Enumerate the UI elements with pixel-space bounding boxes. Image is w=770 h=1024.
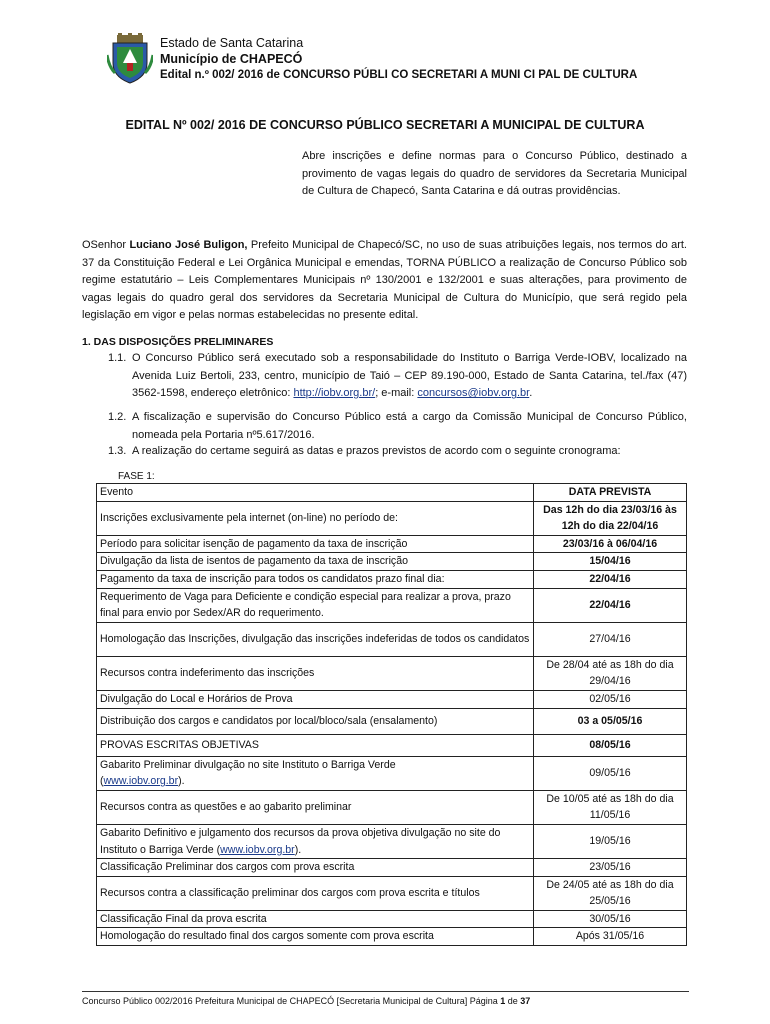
event-cell: [97, 588, 534, 622]
event-cell: [97, 501, 534, 535]
event-text: Distribuição dos cargos e candidatos por local/bloco/sala (ensalamento): [100, 714, 438, 727]
schedule-table: [96, 483, 687, 946]
table-row: [97, 708, 687, 734]
event-cell: [97, 824, 534, 858]
item-text: A realização do certame seguirá as datas e prazos previstos de acordo com o seguinte cronograma:: [132, 445, 621, 457]
date-cell: 22/04/16: [534, 570, 687, 588]
table-row: [97, 910, 687, 928]
table-row: [97, 824, 687, 858]
item-number: 1.1.: [108, 352, 127, 364]
event-cell: [97, 734, 534, 756]
event-text: Gabarito Preliminar divulgação no site Instituto o Barriga Verde: [100, 758, 396, 771]
event-pre-link: (: [100, 775, 104, 788]
table-row: [97, 656, 687, 690]
event-cell: [97, 876, 534, 910]
iobv-site-link[interactable]: www.iobv.org.br: [103, 775, 179, 788]
date-cell: 19/05/16: [534, 824, 687, 858]
table-row: [97, 790, 687, 824]
event-text: Recursos contra as questões e ao gabarito preliminar: [100, 801, 352, 814]
date-cell: 09/05/16: [534, 756, 687, 790]
date-cell: 23/03/16 à 06/04/16: [534, 535, 687, 553]
table-row: [97, 553, 687, 571]
event-cell: [97, 570, 534, 588]
event-cell: [97, 553, 534, 571]
date-cell: 22/04/16: [534, 588, 687, 622]
event-cell: [97, 859, 534, 877]
event-text: Inscrições exclusivamente pela internet (on-line) no período de:: [100, 511, 398, 524]
event-cell: [97, 790, 534, 824]
mayor-name: Luciano José Buligon,: [129, 239, 248, 251]
event-text: Recursos contra indeferimento das inscrições: [100, 667, 315, 680]
footer-divider: [82, 991, 689, 992]
event-text: Divulgação da lista de isentos de pagamento da taxa de inscrição: [100, 555, 408, 568]
date-cell: De 10/05 até as 18h do dia 11/05/16: [534, 790, 687, 824]
section-heading: 1. DAS DISPOSIÇÕES PRELIMINARES: [82, 336, 274, 348]
date-cell: 27/04/16: [534, 622, 687, 656]
footer-page-number: 1: [500, 996, 506, 1006]
footer-of: de: [505, 996, 521, 1006]
event-text: Período para solicitar isenção de pagamento da taxa de inscrição: [100, 537, 408, 550]
table-header-row: [97, 484, 687, 502]
table-row: [97, 588, 687, 622]
table-row: [97, 535, 687, 553]
fase-label: FASE 1:: [118, 471, 155, 482]
event-text: Homologação das Inscrições, divulgação das inscrições indeferidas de todos os candidatos: [100, 632, 530, 645]
intro-rest: Prefeito Municipal de Chapecó/SC, no uso de suas atribuições legais, nos termos do art. 37 da Constituição Federal e Lei Orgânica Municipal e emendas, TORNA PÚBLICO a realização de Concurso Público sob regime estatutário – Leis Complementares Municipais nº 130/2001 e 132/2001 e suas alterações, para provimento de vagas legais do quadro geral dos servidores da Secretaria Municipal de Cultura do Município, que será regido pela legislação em vigor e pelas normas estabelecidas no presente edital.: [82, 239, 687, 322]
event-cell: [97, 928, 534, 946]
event-text: Pagamento da taxa de inscrição para todos os candidatos prazo final dia:: [100, 572, 445, 585]
page-footer: [82, 996, 530, 1006]
item-1-3: [110, 443, 687, 461]
event-text: Classificação Final da prova escrita: [100, 912, 267, 925]
item-text: A fiscalização e supervisão do Concurso Público está a cargo da Comissão Municipal de Concurso Público, nomeada pela Portaria nº5.617/2016.: [132, 411, 687, 441]
state-name: Estado de Santa Catarina: [160, 36, 304, 50]
table-row: [97, 501, 687, 535]
event-cell: [97, 756, 534, 790]
event-cell: [97, 535, 534, 553]
event-text: Homologação do resultado final dos cargos somente com prova escrita: [100, 930, 434, 943]
table-row: [97, 622, 687, 656]
municipal-crest-icon: [107, 33, 153, 85]
header-date: DATA PREVISTA: [534, 484, 687, 502]
event-tail: ).: [178, 775, 185, 788]
date-cell: 23/05/16: [534, 859, 687, 877]
table-row: [97, 734, 687, 756]
event-text: PROVAS ESCRITAS OBJETIVAS: [100, 738, 259, 751]
item-text: [132, 350, 687, 403]
edital-header-line: Edital n.º 002/ 2016 de CONCURSO PÚBLI CO SECRETARI A MUNI CI PAL DE CULTURA: [160, 69, 638, 81]
date-cell: 15/04/16: [534, 553, 687, 571]
iobv-site-link[interactable]: http://iobv.org.br/: [293, 387, 376, 400]
date-cell: 03 a 05/05/16: [534, 708, 687, 734]
event-text: Divulgação do Local e Horários de Prova: [100, 692, 293, 705]
date-cell: De 28/04 até as 18h do dia 29/04/16: [534, 656, 687, 690]
date-cell: De 24/05 até as 18h do dia 25/05/16: [534, 876, 687, 910]
event-text: Requerimento de Vaga para Deficiente e condição especial para realizar a prova, prazo final para envio por Sedex/AR do requerimento.: [100, 590, 511, 620]
table-row: [97, 690, 687, 708]
date-cell: 30/05/16: [534, 910, 687, 928]
item-text-mid: ; e-mail:: [375, 387, 418, 400]
item-1-2: [110, 409, 687, 444]
footer-text: Concurso Público 002/2016 Prefeitura Municipal de CHAPECÓ [Secretaria Municipal de Cultura] Página: [82, 996, 501, 1006]
table-row: [97, 876, 687, 910]
event-text: Classificação Preliminar dos cargos com prova escrita: [100, 861, 355, 874]
event-cell: [97, 708, 534, 734]
event-text: Gabarito Definitivo e julgamento dos recursos da prova objetiva divulgação no site do Instituto o Barriga Verde (: [100, 826, 501, 856]
footer-page-total: 37: [520, 996, 531, 1006]
date-cell: Das 12h do dia 23/03/16 às 12h do dia 22/04/16: [534, 501, 687, 535]
table-row: [97, 756, 687, 790]
iobv-site-link[interactable]: www.iobv.org.br: [220, 843, 295, 856]
table-row: [97, 859, 687, 877]
event-cell: [97, 656, 534, 690]
item-text-end: .: [529, 387, 533, 400]
event-cell: [97, 622, 534, 656]
document-header: [160, 35, 637, 83]
table-row: [97, 928, 687, 946]
item-number: 1.3.: [108, 445, 127, 457]
event-tail: ).: [294, 843, 302, 856]
item-text-body: O Concurso Público será executado sob a responsabilidade do Instituto o Barriga Verde-IOBV, localizado na Avenida Luiz Bertoli, 233, centro, município de Taió – CEP 89.190-000, Estado de Santa Catarina, tel./fax (47) 3562-1598, endereço eletrônico:: [132, 352, 687, 400]
document-title: EDITAL Nº 002/ 2016 DE CONCURSO PÚBLICO SECRETARI A MUNICIPAL DE CULTURA: [125, 118, 645, 132]
abstract-paragraph: Abre inscrições e define normas para o Concurso Público, destinado a provimento de vagas legais do quadro de servidores da Secretaria Municipal de Cultura de Chapecó, Santa Catarina e dá outras providências.: [302, 150, 687, 198]
item-1-1: [110, 350, 687, 403]
municipality-name: Município de CHAPECÓ: [160, 52, 303, 66]
header-event: Evento: [97, 484, 534, 502]
event-text: Recursos contra a classificação preliminar dos cargos com prova escrita e títulos: [100, 886, 480, 899]
date-cell: Após 31/05/16: [534, 928, 687, 946]
intro-pre: OSenhor: [82, 239, 130, 251]
email-link[interactable]: concursos@iobv.org.br: [417, 387, 530, 400]
date-cell: 08/05/16: [534, 734, 687, 756]
table-row: [97, 570, 687, 588]
date-cell: 02/05/16: [534, 690, 687, 708]
event-cell: [97, 910, 534, 928]
item-number: 1.2.: [108, 411, 127, 423]
intro-paragraph: [82, 237, 687, 325]
event-cell: [97, 690, 534, 708]
